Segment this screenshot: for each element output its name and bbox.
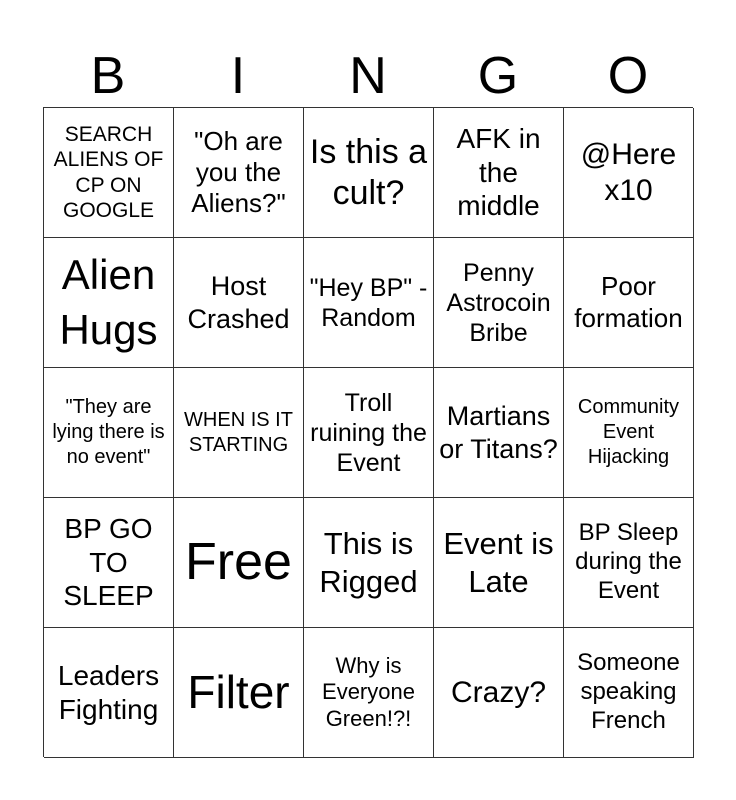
bingo-cell[interactable] [304,238,434,368]
bingo-cell[interactable] [44,628,174,758]
cell-text: Community Event Hijacking [577,396,680,468]
cell-text: BP GO TO SLEEP [63,513,154,612]
bingo-grid [43,107,693,757]
bingo-cell[interactable] [564,108,694,238]
cell-text: Martians or Titans? [439,401,558,464]
bingo-cell[interactable] [564,628,694,758]
bingo-cell[interactable] [44,498,174,628]
cell-text: Is this a cult? [309,132,428,212]
cell-text: Leaders Fighting [57,659,160,725]
cell-text: Crazy? [450,675,547,709]
bingo-cell[interactable] [174,628,304,758]
bingo-cell[interactable] [434,238,564,368]
bingo-cell[interactable] [304,368,434,498]
bingo-cell[interactable] [564,238,694,368]
bingo-cell[interactable] [304,628,434,758]
header-letter-b: B [90,47,126,105]
bingo-cell[interactable] [434,498,564,628]
bingo-cell[interactable] [44,108,174,238]
cell-text: SEARCH ALIENS OF CP ON GOOGLE [53,123,164,222]
header-letter-g: G [477,47,519,105]
cell-text: "Oh are you the Aliens?" [191,125,286,219]
bingo-cell[interactable] [174,368,304,498]
bingo-cell[interactable] [304,108,434,238]
bingo-cell[interactable] [434,108,564,238]
cell-text: Filter [187,665,290,718]
cell-text: Event is Late [443,526,554,599]
header-letter-o: O [607,47,649,105]
bingo-cell free-space[interactable] [174,498,304,628]
bingo-cell[interactable] [174,108,304,238]
bingo-cell[interactable] [564,368,694,498]
cell-text: Alien Hugs [59,250,158,353]
bingo-cell[interactable] [304,498,434,628]
bingo-cell[interactable] [434,368,564,498]
bingo-cell[interactable] [174,238,304,368]
cell-text: BP Sleep during the Event [575,519,682,604]
cell-text: Someone speaking French [577,649,680,734]
bingo-header [43,45,693,107]
bingo-cell[interactable] [44,368,174,498]
cell-text: "Hey BP" -Random [309,273,428,332]
bingo-cell[interactable] [564,498,694,628]
cell-text: Penny Astrocoin Bribe [446,258,551,347]
cell-text: Troll ruining the Event [310,388,427,477]
cell-text: Why is Everyone Green!?! [322,652,415,731]
header-letter-i: I [230,47,246,105]
cell-text: Host Crashed [187,271,290,334]
cell-text: "They are lying there is no event" [52,396,165,468]
bingo-cell[interactable] [434,628,564,758]
cell-text: Free [185,533,292,592]
cell-text: @Here x10 [580,137,677,207]
cell-text: Poor formation [574,271,683,333]
header-letter-n: N [349,47,387,105]
bingo-cell[interactable] [44,238,174,368]
cell-text: This is Rigged [319,526,418,599]
cell-text: WHEN IS IT STARTING [184,408,293,456]
cell-text: AFK in the middle [456,123,541,222]
